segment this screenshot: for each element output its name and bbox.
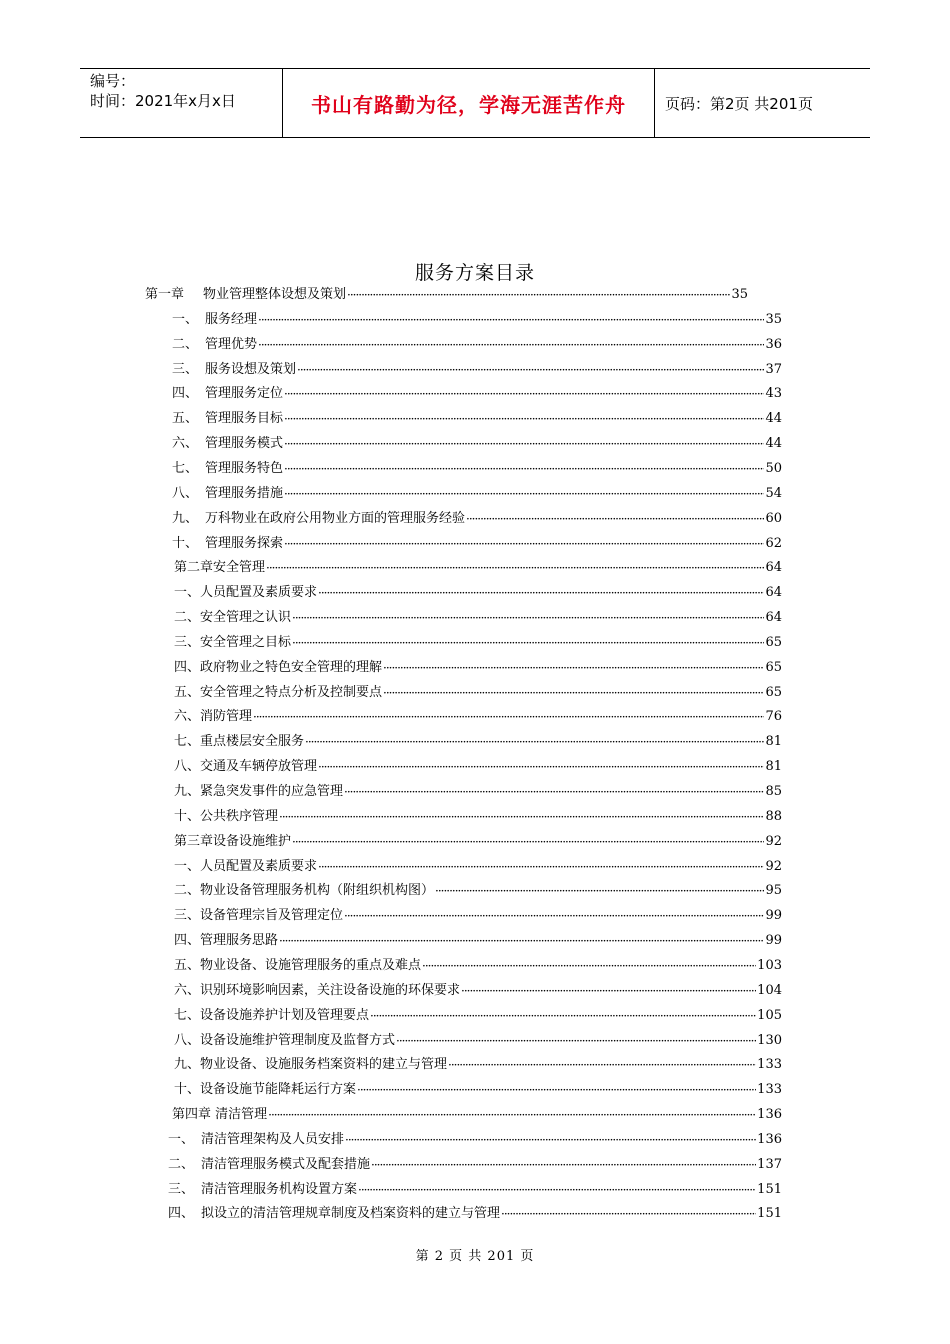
toc-entry-title: 九、紧急突发事件的应急管理 xyxy=(174,784,344,799)
toc-dot-leader xyxy=(283,458,764,480)
toc-entry-title: 二、安全管理之认识 xyxy=(174,610,292,626)
toc-dot-leader xyxy=(317,582,764,604)
toc-entry xyxy=(172,383,782,405)
toc-entry-title: 管理服务目标 xyxy=(205,411,284,427)
toc-entry-page: 85 xyxy=(765,784,782,799)
toc-entry-title: 服务经理 xyxy=(205,311,258,327)
toc-entry-number: 七、 xyxy=(172,460,199,476)
toc-dot-leader xyxy=(278,930,764,952)
toc-entry-page: 50 xyxy=(765,460,782,476)
toc-entry xyxy=(172,483,782,505)
toc-entry xyxy=(174,980,782,1002)
toc-entry-page: 36 xyxy=(765,336,782,352)
toc-entry-title: 八、设备设施维护管理制度及监督方式 xyxy=(174,1032,396,1048)
toc-entry-page: 64 xyxy=(765,560,782,576)
toc-entry-page: 130 xyxy=(757,1032,782,1048)
toc-entry xyxy=(174,831,782,853)
toc-entry-title: 五、物业设备、设施管理服务的重点及难点 xyxy=(174,957,422,973)
toc-entry-number: 九、 xyxy=(172,510,199,526)
toc-entry-title: 一、人员配置及素质要求 xyxy=(174,585,318,601)
toc-dot-leader xyxy=(267,1104,756,1126)
toc-entry-title: 六、消防管理 xyxy=(174,709,253,725)
toc-entry-title: 万科物业在政府公用物业方面的管理服务经验 xyxy=(205,510,466,526)
toc-dot-leader xyxy=(382,682,764,704)
header-left-cell xyxy=(80,69,282,137)
toc-entry-page: 92 xyxy=(765,833,782,849)
toc-dot-leader xyxy=(265,557,764,579)
toc-entry xyxy=(174,856,782,878)
toc-entry xyxy=(168,1129,782,1151)
toc-dot-leader xyxy=(370,1154,756,1176)
toc-entry-page: 92 xyxy=(765,858,782,874)
toc-entry-page: 62 xyxy=(765,535,782,551)
toc-entry xyxy=(174,582,782,604)
toc-entry-title: 六、识别环境影响因素，关注设备设施的环保要求 xyxy=(174,982,461,998)
toc-entry-title: 第三章设备设施维护 xyxy=(174,833,292,849)
toc-entry xyxy=(172,533,782,555)
number-label: 编号： xyxy=(90,72,136,90)
toc-entry-page: 37 xyxy=(765,361,782,377)
toc-entry-page: 35 xyxy=(731,287,748,302)
toc-entry-page: 81 xyxy=(765,734,782,750)
toc-entry-title: 二、物业设备管理服务机构（附组织机构图） xyxy=(174,883,435,899)
toc-entry xyxy=(172,508,782,530)
toc-entry-number: 第一章 xyxy=(145,287,185,302)
toc-entry xyxy=(174,607,782,629)
toc-entry xyxy=(174,781,782,803)
toc-entry-title: 清洁管理服务机构设置方案 xyxy=(201,1181,358,1197)
toc-entry-page: 44 xyxy=(765,411,782,427)
toc-dot-leader xyxy=(357,1179,756,1201)
toc-entry-page: 136 xyxy=(757,1107,782,1123)
toc-entry-page: 65 xyxy=(765,659,782,675)
toc-entry-number: 二、 xyxy=(168,1156,195,1172)
header-page-info: 页码：第2页 共201页 xyxy=(665,94,813,113)
toc-entry xyxy=(174,756,782,778)
toc-entry-page: 104 xyxy=(757,982,782,998)
toc-entry-number: 一、 xyxy=(168,1131,195,1147)
toc-entry xyxy=(174,1005,782,1027)
toc-entry xyxy=(172,309,782,331)
toc-entry xyxy=(174,557,782,579)
toc-entry-title: 八、交通及车辆停放管理 xyxy=(174,759,318,775)
toc-entry-title: 清洁管理服务模式及配套措施 xyxy=(201,1156,371,1172)
toc-dot-leader xyxy=(283,383,764,405)
toc-dot-leader xyxy=(447,1054,756,1076)
toc-entry-title: 第四章 清洁管理 xyxy=(172,1107,268,1123)
toc-entry-page: 99 xyxy=(765,933,782,949)
toc-entry-number: 六、 xyxy=(172,436,199,452)
toc-dot-leader xyxy=(252,706,764,728)
toc-dot-leader xyxy=(465,508,764,530)
toc-entry-title: 七、设备设施养护计划及管理要点 xyxy=(174,1007,370,1023)
toc-entry xyxy=(172,359,782,381)
time-label: 时间：2021年x月x日 xyxy=(90,92,236,110)
toc-dot-leader xyxy=(291,607,764,629)
toc-entry xyxy=(174,1054,782,1076)
toc-dot-leader xyxy=(421,955,756,977)
toc-dot-leader xyxy=(291,831,764,853)
header-motto: 书山有路勤为径，学海无涯苦作舟 xyxy=(282,69,655,137)
toc-entry xyxy=(168,1203,782,1225)
toc-entry-page: 64 xyxy=(765,610,782,626)
toc-entry xyxy=(174,657,782,679)
toc-entry-page: 151 xyxy=(757,1206,782,1222)
toc-dot-leader xyxy=(343,781,764,803)
toc-entry xyxy=(168,1179,782,1201)
toc-entry-page: 95 xyxy=(765,883,782,899)
toc-entry-number: 十、 xyxy=(172,535,199,551)
toc-title: 服务方案目录 xyxy=(414,262,535,284)
toc-entry-title: 四、政府物业之特色安全管理的理解 xyxy=(174,659,383,675)
toc-entry-number: 八、 xyxy=(172,485,199,501)
toc-entry-title: 七、重点楼层安全服务 xyxy=(174,734,305,750)
toc-entry-page: 43 xyxy=(765,386,782,402)
toc-dot-leader xyxy=(291,632,764,654)
toc-entry xyxy=(168,1154,782,1176)
toc-entry-page: 81 xyxy=(765,759,782,775)
toc-entry xyxy=(174,806,782,828)
toc-entry xyxy=(174,632,782,654)
toc-entry-title: 三、安全管理之目标 xyxy=(174,634,292,650)
toc-dot-leader xyxy=(283,483,764,505)
page-header xyxy=(80,68,870,138)
toc-entry-page: 54 xyxy=(765,485,782,501)
toc-entry xyxy=(172,458,782,480)
toc-entry-page: 88 xyxy=(765,808,782,824)
toc-entry xyxy=(172,1104,782,1126)
toc-entry-page: 103 xyxy=(757,957,782,973)
toc-entry-page: 65 xyxy=(765,684,782,700)
toc-entry xyxy=(172,334,782,356)
toc-entry-number: 三、 xyxy=(172,361,199,377)
toc-dot-leader xyxy=(460,980,756,1002)
toc-entry-title: 管理服务措施 xyxy=(205,485,284,501)
toc-entry-title: 十、设备设施节能降耗运行方案 xyxy=(174,1082,357,1098)
toc-entry-title: 九、物业设备、设施服务档案资料的建立与管理 xyxy=(174,1057,448,1073)
toc-entry-page: 99 xyxy=(765,908,782,924)
page-footer: 第 2 页 共 201 页 xyxy=(415,1249,535,1264)
toc-dot-leader xyxy=(283,533,764,555)
toc-entry-page: 65 xyxy=(765,634,782,650)
toc-dot-leader xyxy=(500,1203,756,1225)
toc-entry xyxy=(172,433,782,455)
toc-entry-page: 136 xyxy=(757,1131,782,1147)
toc-entry-number: 五、 xyxy=(172,411,199,427)
toc-dot-leader xyxy=(395,1030,756,1052)
toc-dot-leader xyxy=(257,309,764,331)
toc-entry xyxy=(174,930,782,952)
toc-entry-title: 服务设想及策划 xyxy=(205,361,297,377)
toc-entry-page: 60 xyxy=(765,510,782,526)
toc-entry-number: 二、 xyxy=(172,336,199,352)
toc-entry xyxy=(174,706,782,728)
toc-entry xyxy=(174,905,782,927)
toc-entry-page: 133 xyxy=(757,1082,782,1098)
toc-dot-leader xyxy=(356,1079,756,1101)
toc-entry-title: 管理优势 xyxy=(205,336,258,352)
toc-dot-leader xyxy=(283,408,764,430)
toc-entry-title: 三、设备管理宗旨及管理定位 xyxy=(174,908,344,924)
toc-entry-page: 64 xyxy=(765,585,782,601)
toc-entry-title: 一、人员配置及素质要求 xyxy=(174,858,318,874)
toc-dot-leader xyxy=(317,856,764,878)
toc-entry xyxy=(174,682,782,704)
toc-entry xyxy=(172,408,782,430)
toc-entry xyxy=(174,1030,782,1052)
toc-entry-page: 151 xyxy=(757,1181,782,1197)
toc-dot-leader xyxy=(304,731,764,753)
toc-dot-leader xyxy=(369,1005,756,1027)
toc-dot-leader xyxy=(317,756,764,778)
toc-entry-title: 清洁管理架构及人员安排 xyxy=(201,1131,345,1147)
toc-entry-title: 拟设立的清洁管理规章制度及档案资料的建立与管理 xyxy=(201,1206,501,1222)
toc-entry-page: 35 xyxy=(765,311,782,327)
toc-entry-title: 管理服务模式 xyxy=(205,436,284,452)
toc-entry-title: 管理服务探索 xyxy=(205,535,284,551)
toc-entry-page: 44 xyxy=(765,436,782,452)
toc-entry xyxy=(174,731,782,753)
toc-entry-title: 五、安全管理之特点分析及控制要点 xyxy=(174,684,383,700)
toc-dot-leader xyxy=(257,334,764,356)
toc-entry-title: 管理服务定位 xyxy=(205,386,284,402)
toc-entry-page: 76 xyxy=(765,709,782,725)
toc-entry xyxy=(174,1079,782,1101)
toc-entry-page: 137 xyxy=(757,1156,782,1172)
toc-entry xyxy=(174,880,782,902)
toc-dot-leader xyxy=(296,359,764,381)
toc-dot-leader xyxy=(344,1129,756,1151)
toc-dot-leader xyxy=(343,905,764,927)
toc-entry-number: 三、 xyxy=(168,1181,195,1197)
toc-entry-title: 物业管理整体设想及策划 xyxy=(203,287,347,302)
toc-entry-number: 四、 xyxy=(168,1206,195,1222)
toc-dot-leader xyxy=(278,806,764,828)
toc-entry xyxy=(174,955,782,977)
toc-dot-leader xyxy=(346,284,730,306)
toc-entry-title: 四、管理服务思路 xyxy=(174,933,279,949)
toc-entry-number: 四、 xyxy=(172,386,199,402)
toc-entry-page: 105 xyxy=(757,1007,782,1023)
toc-entry-page: 133 xyxy=(757,1057,782,1073)
toc-entry-title: 第二章安全管理 xyxy=(174,560,266,576)
toc-entry-number: 一、 xyxy=(172,311,199,327)
toc-entry-title: 十、公共秩序管理 xyxy=(174,808,279,824)
toc-entry-title: 管理服务特色 xyxy=(205,460,284,476)
toc-entry xyxy=(145,284,748,306)
toc-dot-leader xyxy=(283,433,764,455)
toc-dot-leader xyxy=(382,657,764,679)
toc-dot-leader xyxy=(434,880,764,902)
